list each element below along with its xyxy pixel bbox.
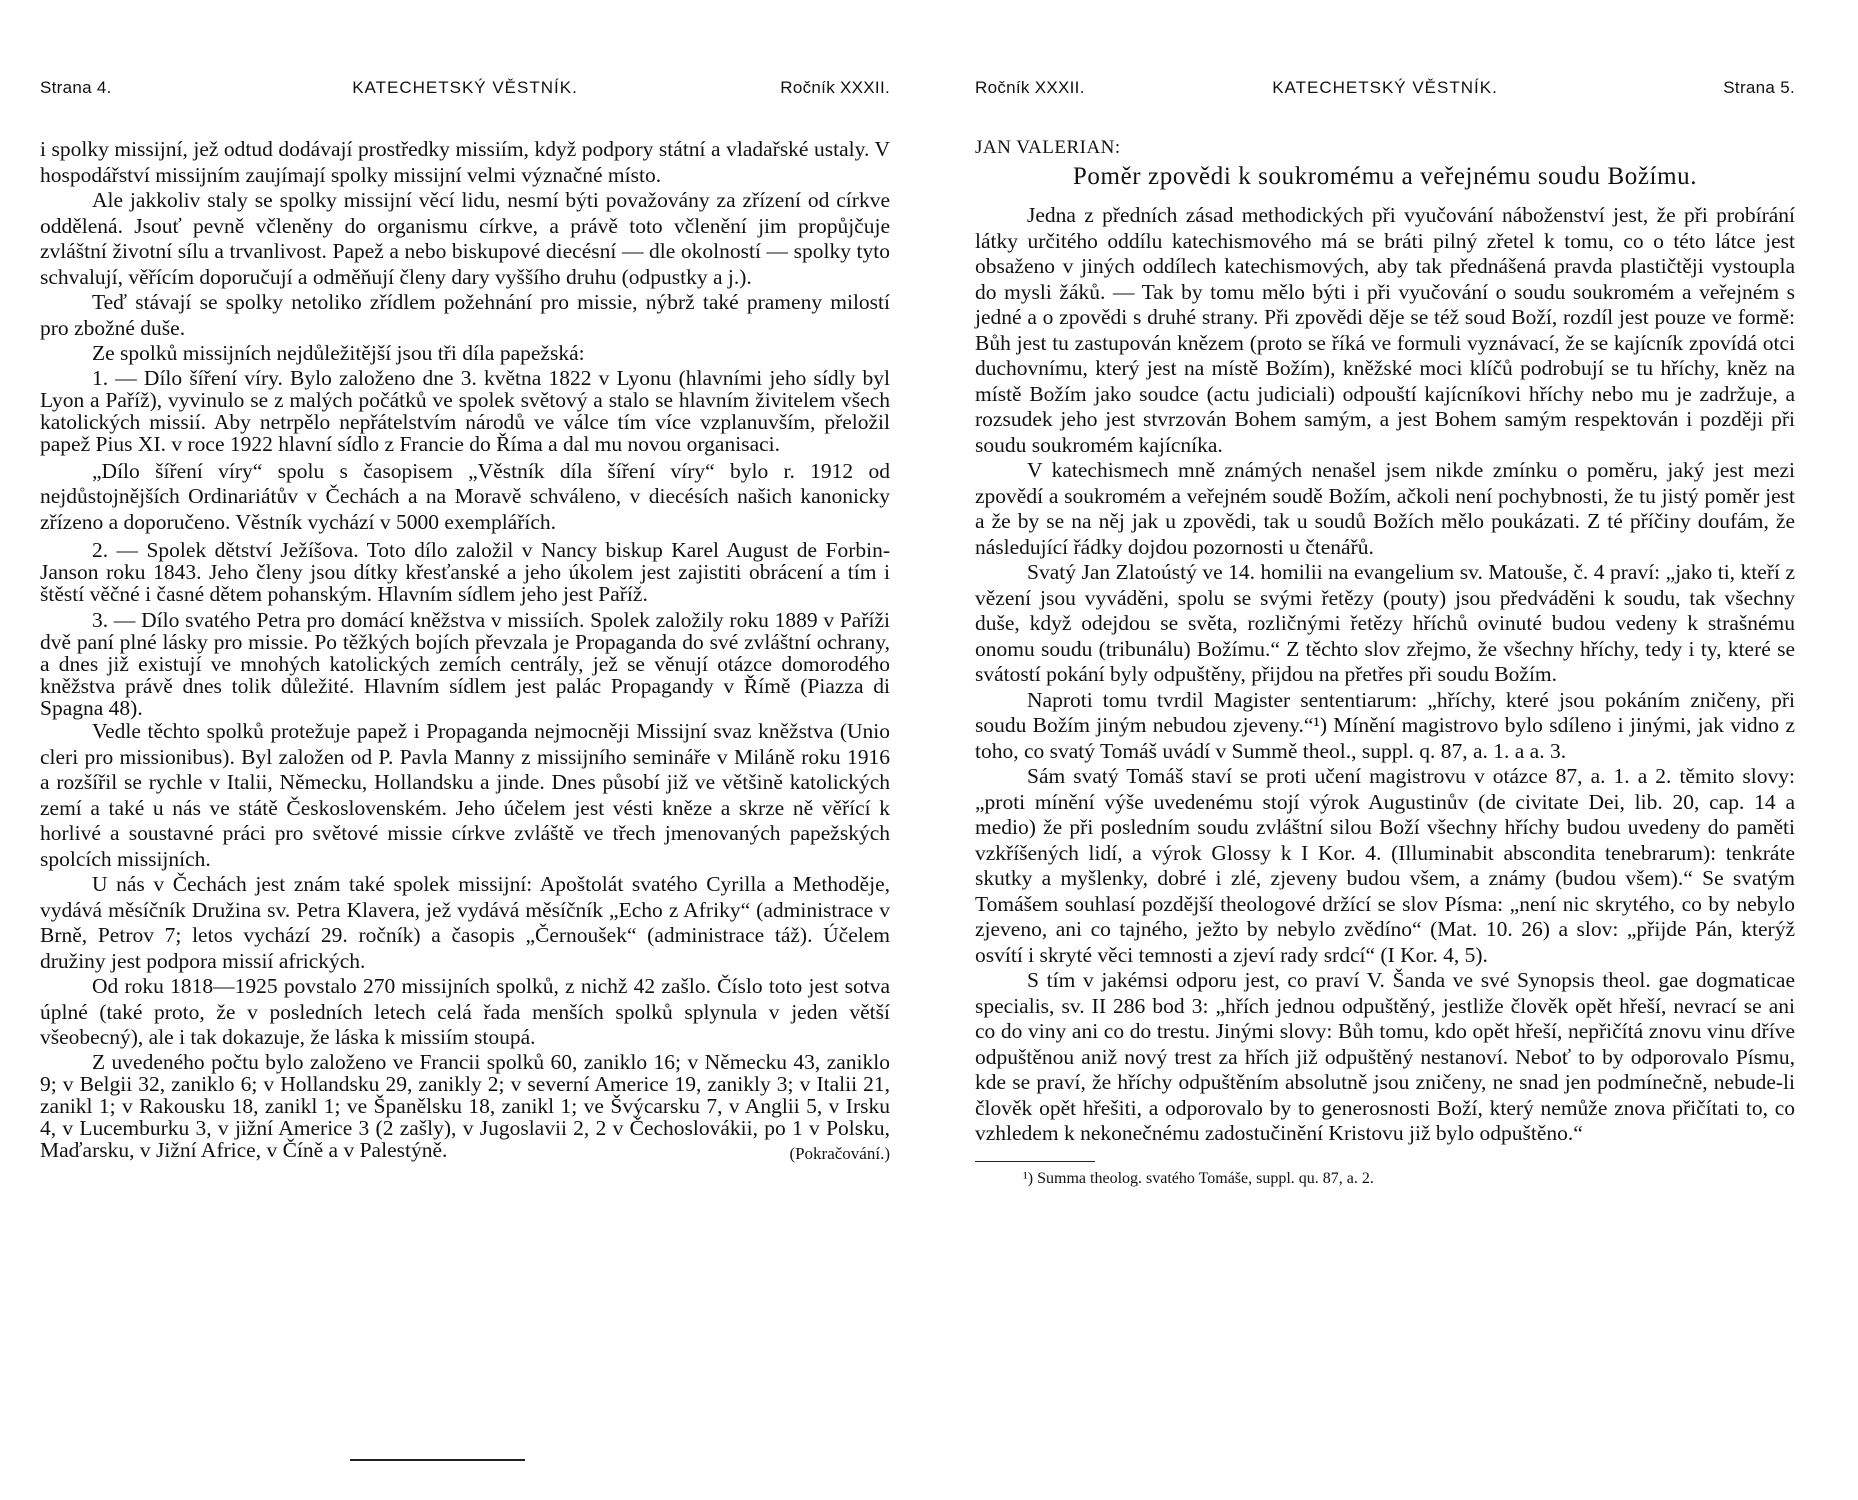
paragraph-last [40,1051,890,1161]
paragraph: Svatý Jan Zlatoústý ve 14. homilii na evangelium sv. Matouše, č. 4 praví: „jako ti, kteří z vězení jsou vyváděni, spolu se svými řetězy (pouty) jsou předváděni k soudu, tak všechny duše, když odejdou se světa, rozličnými řetězy hříchů ovinuté budou vedeny k strašnému onomu soudu (tribunálu) Božímu.“ Z těchto slov zřejmo, že všechny hříchy, tedy i ty, které se svátostí pokání byly odpuštěny, přijdou na přetřes při soudu Božím. [975,560,1795,686]
paragraph: U nás v Čechách jest znám také spolek missijní: Apoštolát svatého Cyrilla a Methoděje, vydává měsíčník Družina sv. Petra Klavera, jež vydává měsíčník „Echo z Afriky“ (administrace v Brně, Petrov 7; letos vychází 29. ročník) a časopis „Černoušek“ (administrace táž). Účelem družiny jest podpora missií afrických. [40,872,890,973]
right-column [975,137,1795,1188]
footnote-rule [975,1161,1095,1162]
running-head-right [975,78,1795,102]
running-head-left [40,78,890,102]
article-title: Poměr zpovědi k soukromému a veřejnému soudu Božímu. [1072,163,1698,190]
left-column [40,137,890,1165]
paragraph: Od roku 1818—1925 povstalo 270 missijních spolků, z nichž 42 zašlo. Číslo toto jest sotva úplné (také proto, že v posledních letech celá řada menších spolků splynula v jeden větší všeobecný), ale i tak dokazuje, že láska k missiím stoupá. [40,974,890,1049]
paragraph: 1. — Dílo šíření víry. Bylo založeno dne 3. května 1822 v Lyonu (hlavními jeho sídly byl Lyon a Paříž), vyvinulo se z malých počátků ve spolek světový a stalo se hlavním živitelem všech katolických missií. Aby netrpělo nepřátelstvím národů ve válce tím více vzplanuvším, přeložil papež Pius XI. v roce 1922 hlavní sídlo z Francie do Říma a dal mu novou organisaci. [40,365,890,456]
continued-note: (Pokračování.) [789,1143,890,1163]
paragraph: Sám svatý Tomáš staví se proti učení magistrovu v otázce 87, a. 1. a 2. těmito slovy: „proti mínění výše uvedenému stojí výrok Augustinův (de civitate Dei, lib. 20, cap. 14 a medio) že při posledním soudu zvláštní silou Boží všechny hříchy budou uvedeny do paměti vzkříšených lidí, a výrok Glossy k I Kor. 4. (Illuminabit abscondita tenebrarum): tenkráte skutky a myšlenky, dobré i zlé, zjeveny budou všem, a známy (budou všem).“ Se svatým Tomášem souhlasí pozdější theologové držící se slov Písma: „není nic skrytého, co by nebylo zjeveno, ani co tajného, ježto by nebylo zvědíno“ (Mat. 10. 26) a slov: „přijde Pán, kterýž osvítí i skryté věci temnosti a zjeví rady srdcí“ (I Kor. 4, 5). [975,764,1795,967]
journal-title: KATECHETSKÝ VĚSTNÍK. [1272,78,1498,97]
volume-label: Ročník XXXII. [780,78,890,97]
paragraph: „Dílo šíření víry“ spolu s časopisem „Věstník díla šíření víry“ bylo r. 1912 od nejdůstojnějších Ordinariátův v Čechách a na Moravě schváleno, v diecésích našich kanonicky zřízeno a doporučeno. Věstník vychází v 5000 exemplářích. [40,458,890,534]
page-number: Strana 5. [1723,78,1795,97]
page-number: Strana 4. [40,78,112,97]
article-author: JAN VALERIAN: [975,137,1121,158]
end-rule [350,1459,525,1461]
paragraph: Ale jakkoliv staly se spolky missijní věcí lidu, nesmí býti považovány za zřízení od církve oddělená. Jsouť pevně včleněny do organismu církve, a právě toto včlenění jim propůjčuje zvláštní životní sílu a trvanlivost. Papež a nebo biskupové diecésní — dle okolností — spolky tyto schvalují, věřícím doporučují a odměňují členy dary vyššího druhu (odpustky a j.). [40,188,890,289]
paragraph: 3. — Dílo svatého Petra pro domácí kněžstva v missiích. Spolek založily roku 1889 v Paříži dvě paní plné lásky pro missie. Po těžkých bojích převzala je Propaganda do své zvláštní ochrany, a dnes již existují ve mnohých katolických zemích centrály, jež se věnují otázce domorodého kněžstva právě dnes tolik důležité. Hlavním sídlem jest palác Propagandy v Římě (Piazza di Spagna 48). [40,608,890,720]
paragraph: 2. — Spolek dětství Ježíšova. Toto dílo založil v Nancy biskup Karel August de Forbin-Janson roku 1843. Jeho členy jsou dítky křesťanské a jeho úkolem jest zajistiti obrácení a tím i štěstí věčné i časné dětem pohanským. Hlavním sídlem jeho jest Paříž. [40,538,890,606]
paragraph: Teď stávají se spolky netoliko zřídlem požehnání pro missie, nýbrž také prameny milostí pro zbožné duše. [40,290,890,340]
paragraph: Naproti tomu tvrdil Magister sententiarum: „hříchy, které jsou pokáním zničeny, při soudu Božím jiným nebudou zjeveny.“¹) Mínění magistrovo bylo sdíleno i jinými, jak vidno z toho, co svatý Tomáš uvádí v Summě theol., suppl. q. 87, a. 1. a a. 3. [975,687,1795,763]
journal-title: KATECHETSKÝ VĚSTNÍK. [352,78,578,97]
paragraph: Jedna z předních zásad methodických při vyučování náboženství jest, že při probírání látky určitého oddílu katechismového má se bráti pilný zřetel k tomu, co o této látce jest obsaženo v jiných oddílech katechismových, aby tak přednášená pravda plastičtěji vystoupla do mysli žáků. — Tak by tomu mělo býti i při vyučování o soudu soukromém a veřejném s jedné a o zpovědi s druhé strany. Při zpovědi děje se též soud Boží, rozdíl jest pouze ve formě: Bůh jest tu zastupován knězem (proto se říká ve formuli vyznávací, že se kajícník zpovídá otci duchovnímu, který jest na místě Božím), kněžské moci klíčů podrobují se tu hříchy, kněz na místě Božím jako soudce (actu judiciali) odpouští kajícníkovi hříchy nebo mu je zadržuje, a rozsudek jeho jest stvrzován Bohem samým, a jest Bohem samým respektován i později při soudu soukromém kajícníka. [975,203,1795,457]
paragraph: S tím v jakémsi odporu jest, co praví V. Šanda ve své Synopsis theol. gae dogmaticae specialis, sv. II 286 bod 3: „hřích jednou odpuštěný, jestliže člověk opět hřeší, nevrací se ani co do viny ani co do trestu. Jinými slovy: Bůh tomu, kdo opět hřeší, nepřičítá znovu vinu dříve odpuštěnou aniž nový trest za hřích již odpuštěný nestanoví. Neboť to by odporovalo Písmu, kde se praví, že hříchy odpuštěním absolutně jsou zničeny, ne snad jen podmínečně, nebude-li člověk opět hřešiti, a odporovalo by to generosnosti Boží, který nemůže znova přičítati to, co vzhledem k nekonečnému zadostučinění Kristovu již bylo odpuštěno.“ [975,968,1795,1145]
footnote: ¹) Summa theolog. svatého Tomáše, suppl. qu. 87, a. 2. [1023,1169,1374,1187]
paragraph: i spolky missijní, jež odtud dodávají prostředky missiím, když podpory státní a vladařské ustaly. V hospodářství missijním zaujímají spolky missijní velmi význačné místo. [40,137,890,187]
paragraph: Ze spolků missijních nejdůležitější jsou tři díla papežská: [92,341,585,365]
paragraph: Vedle těchto spolků protežuje papež i Propaganda nejmocněji Missijní svaz kněžstva (Unio cleri pro missionibus). Byl založen od P. Pavla Manny z missijního semináře v Miláně roku 1916 a rozšířil se rychle v Italii, Německu, Hollandsku a jinde. Dnes působí již ve většině katolických zemí a také u nás ve státě Československém. Jeho účelem jest vésti kněze a skrze ně věřící k horlivé a soustavné práci pro světové missie církve zvláště ve třech jmenovaných papežských spolcích missijních. [40,719,890,871]
paragraph-text: Z uvedeného počtu bylo založeno ve Francii spolků 60, zaniklo 16; v Německu 43, zaniklo 9; v Belgii 32, zaniklo 6; v Hollandsku 29, zanikly 2; v severní Americe 19, zanikly 3; v Italii 21, zanikl 1; v Rakousku 18, zanikl 1; ve Španělsku 18, zanikl 1; ve Švýcarsku 7, v Anglii 5, v Irsku 4, v Lucemburku 3, v jižní Americe 3 (2 zašly), v Jugoslavii 2, 2 v Čechoslovákii, po 1 v Polsku, Maďarsku, v Jižní Africe, v Číně a v Palestýně. [40,1049,890,1162]
volume-label: Ročník XXXII. [975,78,1085,97]
paragraph: V katechismech mně známých nenašel jsem nikde zmínku o poměru, jaký jest mezi zpovědí a soukromém a veřejném soudě Božím, ačkoli není pochybnosti, že tu jistý poměr jest a že by se na něj jak u zpovědi, tak u soudů Božích mělo poukázati. Z té příčiny doufám, že následující řádky dojdou pozornosti u čtenářů. [975,458,1795,559]
